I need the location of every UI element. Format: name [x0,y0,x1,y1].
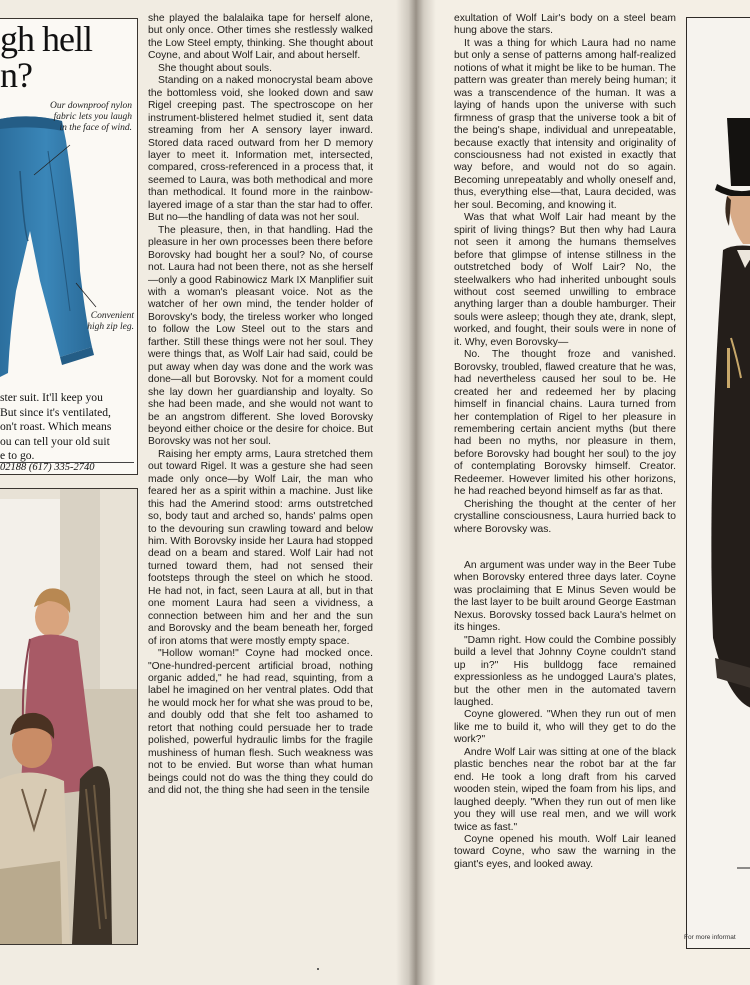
paragraph: An argument was under way in the Beer Tube when Borovsky entered three days later. Coyne was proclaiming that E Minus Seven would be the last layer to be built around George Eastman Nexus. Borovsky tossed back Laura's helmet on its hinges. [454,560,676,634]
ad-body-line: ou can tell your old suit [0,434,110,448]
paragraph: Raising her empty arms, Laura stretched them out toward Rigel. It was a gesture she had seen made only once—by Wolf Lair, the man who feared her as a spirit within a machine. Just like this had the Amerind stood: arms outstretched so, body taut and arched so, hands' palms open to the devouring sun crawling toward and below him. With Borovsky inside her Laura had stopped dead on a beam and stared. Wolf Lair had not turned toward them, had not sensed their footsteps through the steel on which he stood. He had not, in fact, seen Laura at all, but in that one moment Laura had seen a vividness, a connection between him and her and the sun and Borovsky and the beam beneath her, forged of iron atoms that were mostly empty space. [148,448,373,647]
paragraph: she played the balalaika tape for herself alone, but only once. Other times she restlessly walked the Low Steel empty, thinking. She thought about Coyne, and about Wolf Lair, and about herself. [148,13,373,62]
paragraph: Coyne opened his mouth. Wolf Lair leaned toward Coyne, who saw the warning in the giant's eyes, and looked away. [454,834,676,870]
paragraph: Was that what Wolf Lair had meant by the spirit of living things? But then why had Laura not seen it among the humans themselves before that glimpse of intense stillness in the outstretched body of Wolf Lair? No, the steelwalkers who had inherited unbought souls without cost seemed unwilling to embrace anything larger than a double hamburger. Their souls were asleep; though they ate, drank, slept, worked, and fought, their souls were in none of it. Why, even Borovsky— [454,212,676,348]
blue-pants-illustration [0,111,110,381]
paragraph: Standing on a naked monocrystal beam above the bottomless void, she looked down and saw Rigel creeping past. The spectroscope on her instrument-blistered helmet studied it, sent data streaming from her A sensory layer inward. Stored data raced outward from her D memory layer to meet it. Information met, intersected, compared, cross-referenced in a process that, it seemed to Laura, was both methodical and more than methodical. It found more in the rainbow-layered image of a star than the star had to offer. But no—the handling of data was not her soul. [148,75,373,224]
paragraph: exultation of Wolf Lair's body on a steel beam hung above the stars. [454,13,676,37]
ad-body-text [0,391,134,464]
ad-headline-line: gh hell [0,19,92,59]
ad-callout-fabric: Our downproof nylon fabric lets you laugh in the face of wind. [50,101,132,133]
top-hat-photo [686,17,750,949]
right-page [408,0,750,985]
paragraph: Andre Wolf Lair was sitting at one of the black plastic benches near the robot bar at the far end. He took a long draft from his carved wooden stein, wiped the foam from his lips, and laughed deeply. "When they run out of men like you they will use real men, and we will work twice as fast." [454,746,676,833]
advertisement [0,18,138,475]
ad-body-line: ster suit. It'll keep you [0,391,103,404]
ad-headline [0,21,92,93]
family-photo [0,488,138,945]
paragraph: Coyne glowered. "When they run out of men like me to build it, who will they get to do the work?" [454,709,676,746]
article-column-left [148,13,373,798]
page-mark [317,968,319,970]
paragraph: The pleasure, then, in that handling. Had the pleasure in her own processes been there before Borovsky had bought her a soul? No, of course not. Laura had not been there, not as she herself—only a good Rabinowicz Mark IX Manplifier suit with a woman's pleasant voice. Not as the watcher of her own mind, the tender holder of Borovsky's body, the tireless worker who longed to follow the Low Steel out to the stars and farther. Still these things were not her soul. They were things that, as Wolf Lair had said, could be put away when day was done and the work was done—all but Borovsky. Not for a moment could she lay down her guardianship and loyalty. So she had been made, and she would not want to be an angstrom different. She loved Borovsky beyond either choice or the desire for choice. But Borovsky was not her soul. [148,224,373,448]
paragraph: No. The thought froze and vanished. Borovsky, troubled, flawed creature that he was, had nevertheless caused her soul to be. He created her and redeemed her by placing himself in financial chains. Laura turned from her contemplation of Rigel to her pleasure in remembering certain ancient myths (but there had been no myths, nor pleasure in them, before Borovsky had bought her soul) to the joy of contemplating Borovsky himself. Creator. Redeemer. However limited his other horizons, he had reached beyond himself as far as that. [454,349,676,498]
top-hat-illustration [687,18,750,948]
paragraph: It was a thing for which Laura had no name but only a sense of patterns among half-realized notions of what it might be like to be human. The pattern was greater than merely being human; it was a transcendence of the human. It was a laying of hands upon the universe with such firmness of grasp that the universe took a bit of the being's shape, individual and unrepeatable, because exactly that intensity and originality of consciousness had not existed in exactly that way before, and would not do so again. Becoming unrepeatably and wholly oneself and, thus, everything else—that, Laura decided, was her soul. Becoming, and knowing it. [454,37,676,211]
paragraph: Cherishing the thought at the center of her crystalline consciousness, Laura hurried back to where Borovsky was. [454,498,676,535]
paragraph: "Damn right. How could the Combine possibly build a level that Johnny Coyne couldn't stand up in?" His bulldogg face remained expressionless as he undogged Laura's plates, but the other men in the automated tavern laughed. [454,634,676,709]
ad-body-line: e to go. [0,449,35,462]
ad-body-line: But since it's ventilated, [0,405,111,419]
ad-phone: 02188 (617) 335-2740 [0,462,95,473]
paragraph: "Hollow woman!" Coyne had mocked once. "One-hundred-percent artificial broad, nothing organic added," he had read, squinting, from a label he imagined on her ventral plates. Odd that he would mock her for what she was proud to be, and doubly odd that she felt too ashamed to retort that nothing could persuade her to trade polished, powerful hydraulic limbs for the fragile mushiness of human flesh. Such weakness was not to be envied. But worse than what human beings could not do was the thing they could do and did not, the thing she had seen in the tensile [148,648,373,797]
article-column-right [454,13,676,871]
ad-headline-line: n? [0,55,32,95]
family-photo-illustration [0,489,137,944]
ad-callout-zip: Convenient high zip leg. [87,311,134,332]
ad-body-line: on't roast. Which means [0,420,112,433]
photo-caption: For more informat [684,934,736,941]
paragraph: She thought about souls. [158,62,272,74]
